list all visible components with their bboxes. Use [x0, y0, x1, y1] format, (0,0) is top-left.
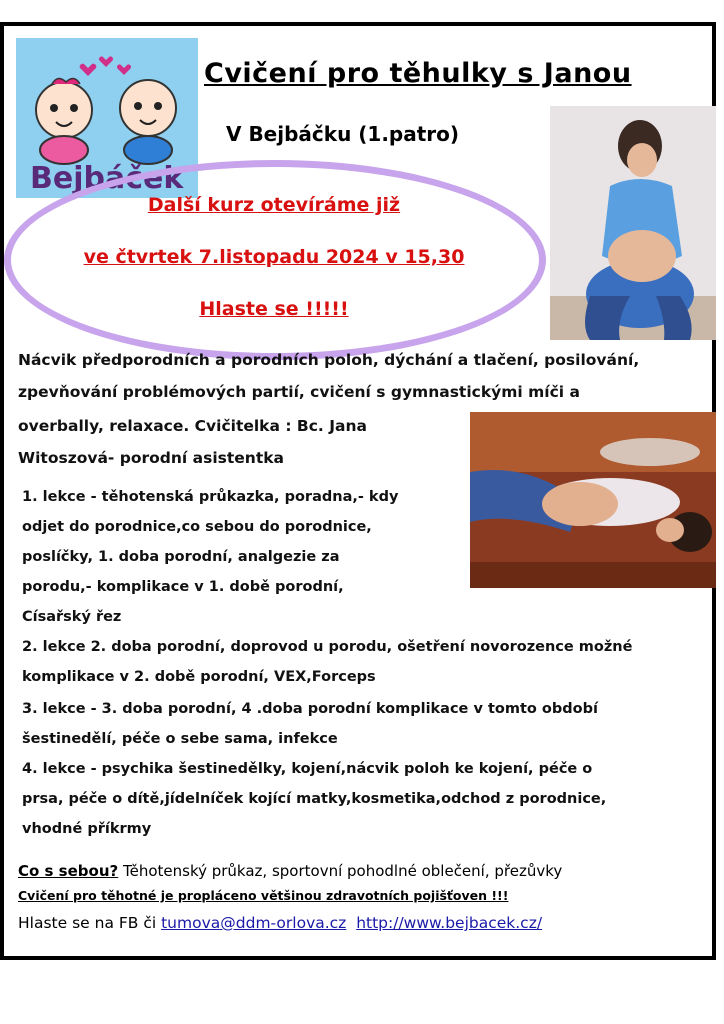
bring-text: Těhotenský průkaz, sportovní pohodlné oblečení, přezůvky [118, 862, 563, 880]
insurance-note: Cvičení pro těhotné je propláceno většinou zdravotních pojišťoven !!! [18, 888, 509, 903]
lesson-line: 1. lekce - těhotenská průkazka, poradna,- kdy [22, 489, 399, 505]
lesson-line: komplikace v 2. době porodní, VEX,Forceps [22, 669, 376, 685]
page-title: Cvičení pro těhulky s Janou [204, 58, 632, 89]
lesson-line: 4. lekce - psychika šestinedělky, kojení,nácvik poloh ke kojení, péče o [22, 761, 593, 777]
lesson-line: porodu,- komplikace v 1. době porodní, [22, 579, 344, 595]
lesson-line: poslíčky, 1. doba porodní, analgezie za [22, 549, 340, 565]
logo-brand-text: Bejbáček [30, 161, 184, 196]
lesson-line: prsa, péče o dítě,jídelníček kojící matky,kosmetika,odchod z porodnice, [22, 791, 607, 807]
intro-line: Nácvik předporodních a porodních poloh, dýchání a tlačení, posilování, [18, 351, 640, 369]
announcement-line-1: Další kurz otevíráme již [147, 194, 401, 216]
poster [0, 22, 716, 960]
signup-line [18, 914, 542, 932]
women-exercising-photo [470, 412, 716, 588]
lesson-line: 3. lekce - 3. doba porodní, 4 .doba porodní komplikace v tomto období [22, 701, 598, 717]
signup-prefix: Hlaste se na FB či [18, 914, 162, 932]
website-link[interactable]: http://www.bejbacek.cz/ [356, 914, 543, 932]
lesson-line: šestinedělí, péče o sebe sama, infekce [22, 731, 338, 747]
intro-line: overbally, relaxace. Cvičitelka : Bc. Jana [18, 417, 367, 435]
announcement-signup: Hlaste se !!!!! [199, 298, 349, 320]
babies-illustration [16, 38, 198, 168]
location-subtitle: V Bejbáčku (1.patro) [226, 122, 460, 146]
bring-along [18, 862, 562, 880]
email-link[interactable]: tumova@ddm-orlova.cz [161, 914, 347, 932]
intro-line: zpevňování problémových partií, cvičení s gymnastickými míči a [18, 383, 580, 401]
lesson-line: vhodné příkrmy [22, 821, 152, 837]
lesson-line: Císařský řez [22, 609, 122, 625]
bring-label: Co s sebou? [18, 862, 119, 880]
pregnant-woman-ball-photo [550, 106, 716, 340]
lesson-line: odjet do porodnice,co sebou do porodnice, [22, 519, 372, 535]
intro-line: Witoszová- porodní asistentka [18, 449, 284, 467]
lesson-line: 2. lekce 2. doba porodní, doprovod u porodu, ošetření novorozence možné [22, 639, 633, 655]
announcement-date: ve čtvrtek 7.listopadu 2024 v 15,30 [83, 246, 465, 268]
